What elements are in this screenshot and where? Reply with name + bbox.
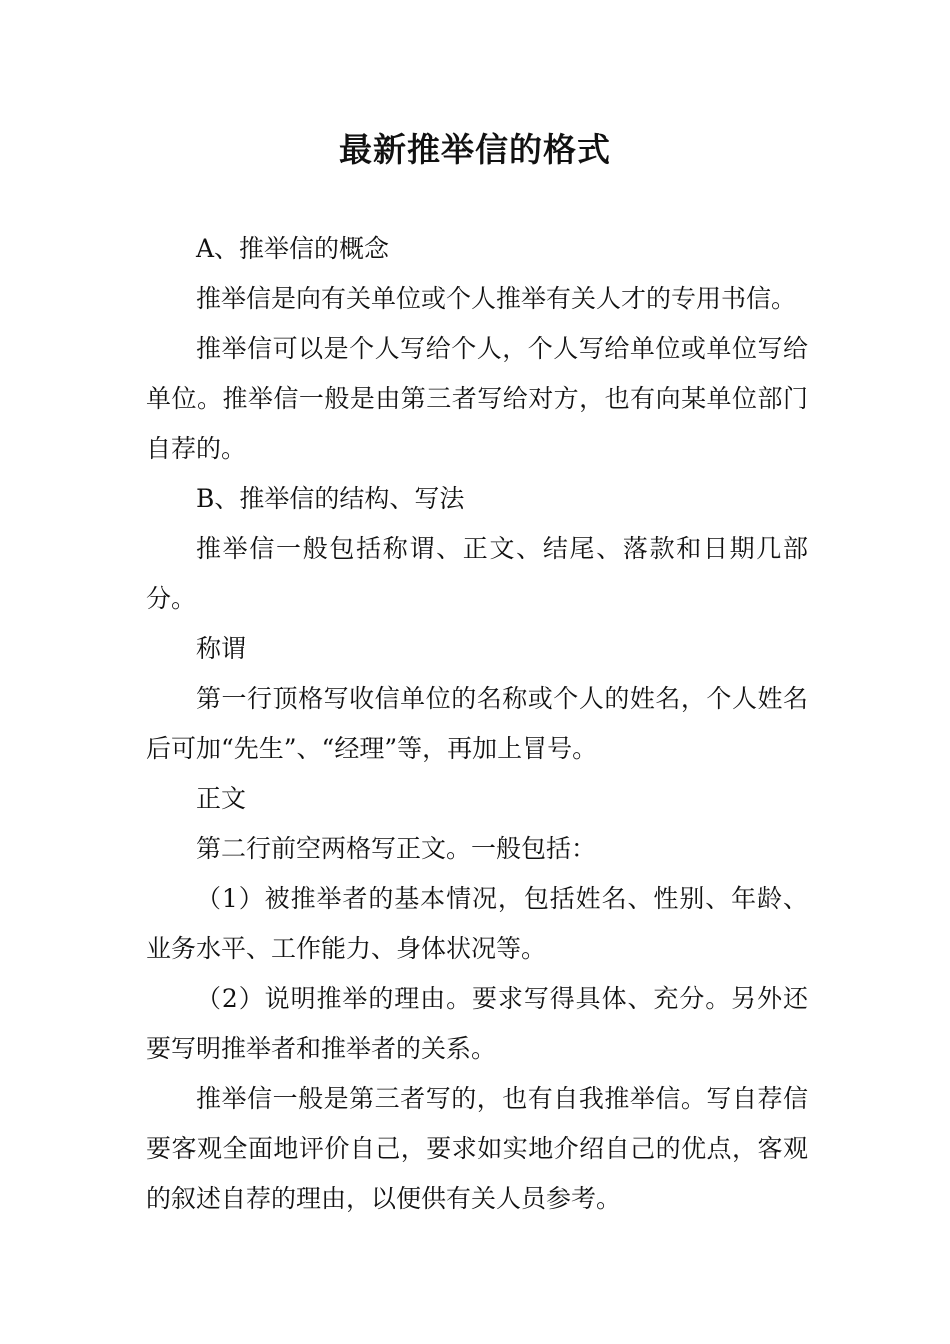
- list-item: （1）被推举者的基本情况，包括姓名、性别、年龄、业务水平、工作能力、身体状况等。: [146, 884, 808, 963]
- section-heading-structure: B、推举信的结构、写法: [196, 484, 465, 513]
- paragraph: 第二行前空两格写正文。一般包括：: [196, 834, 597, 863]
- paragraph: 推举信一般是第三者写的，也有自我推举信。写自荐信要客观全面地评价自己，要求如实地介绍自己的优点，客观的叙述自荐的理由，以便供有关人员参考。: [146, 1084, 808, 1213]
- subheading-salutation: 称谓: [196, 634, 247, 663]
- list-item: （2）说明推举的理由。要求写得具体、充分。另外还要写明推举者和推举者的关系。: [146, 984, 808, 1063]
- document-body: [146, 224, 808, 1224]
- paragraph: 推举信一般包括称谓、正文、结尾、落款和日期几部分。: [146, 534, 808, 613]
- paragraph: 第一行顶格写收信单位的名称或个人的姓名，个人姓名后可加“先生”、“经理”等，再加上冒号。: [146, 684, 808, 763]
- section-heading-concept: A、推举信的概念: [196, 234, 390, 263]
- document-title: 最新推举信的格式: [339, 130, 611, 169]
- subheading-body: 正文: [196, 784, 247, 813]
- paragraph: 推举信是向有关单位或个人推举有关人才的专用书信。: [196, 284, 797, 313]
- paragraph: 推举信可以是个人写给个人，个人写给单位或单位写给单位。推举信一般是由第三者写给对方，也有向某单位部门自荐的。: [146, 334, 808, 463]
